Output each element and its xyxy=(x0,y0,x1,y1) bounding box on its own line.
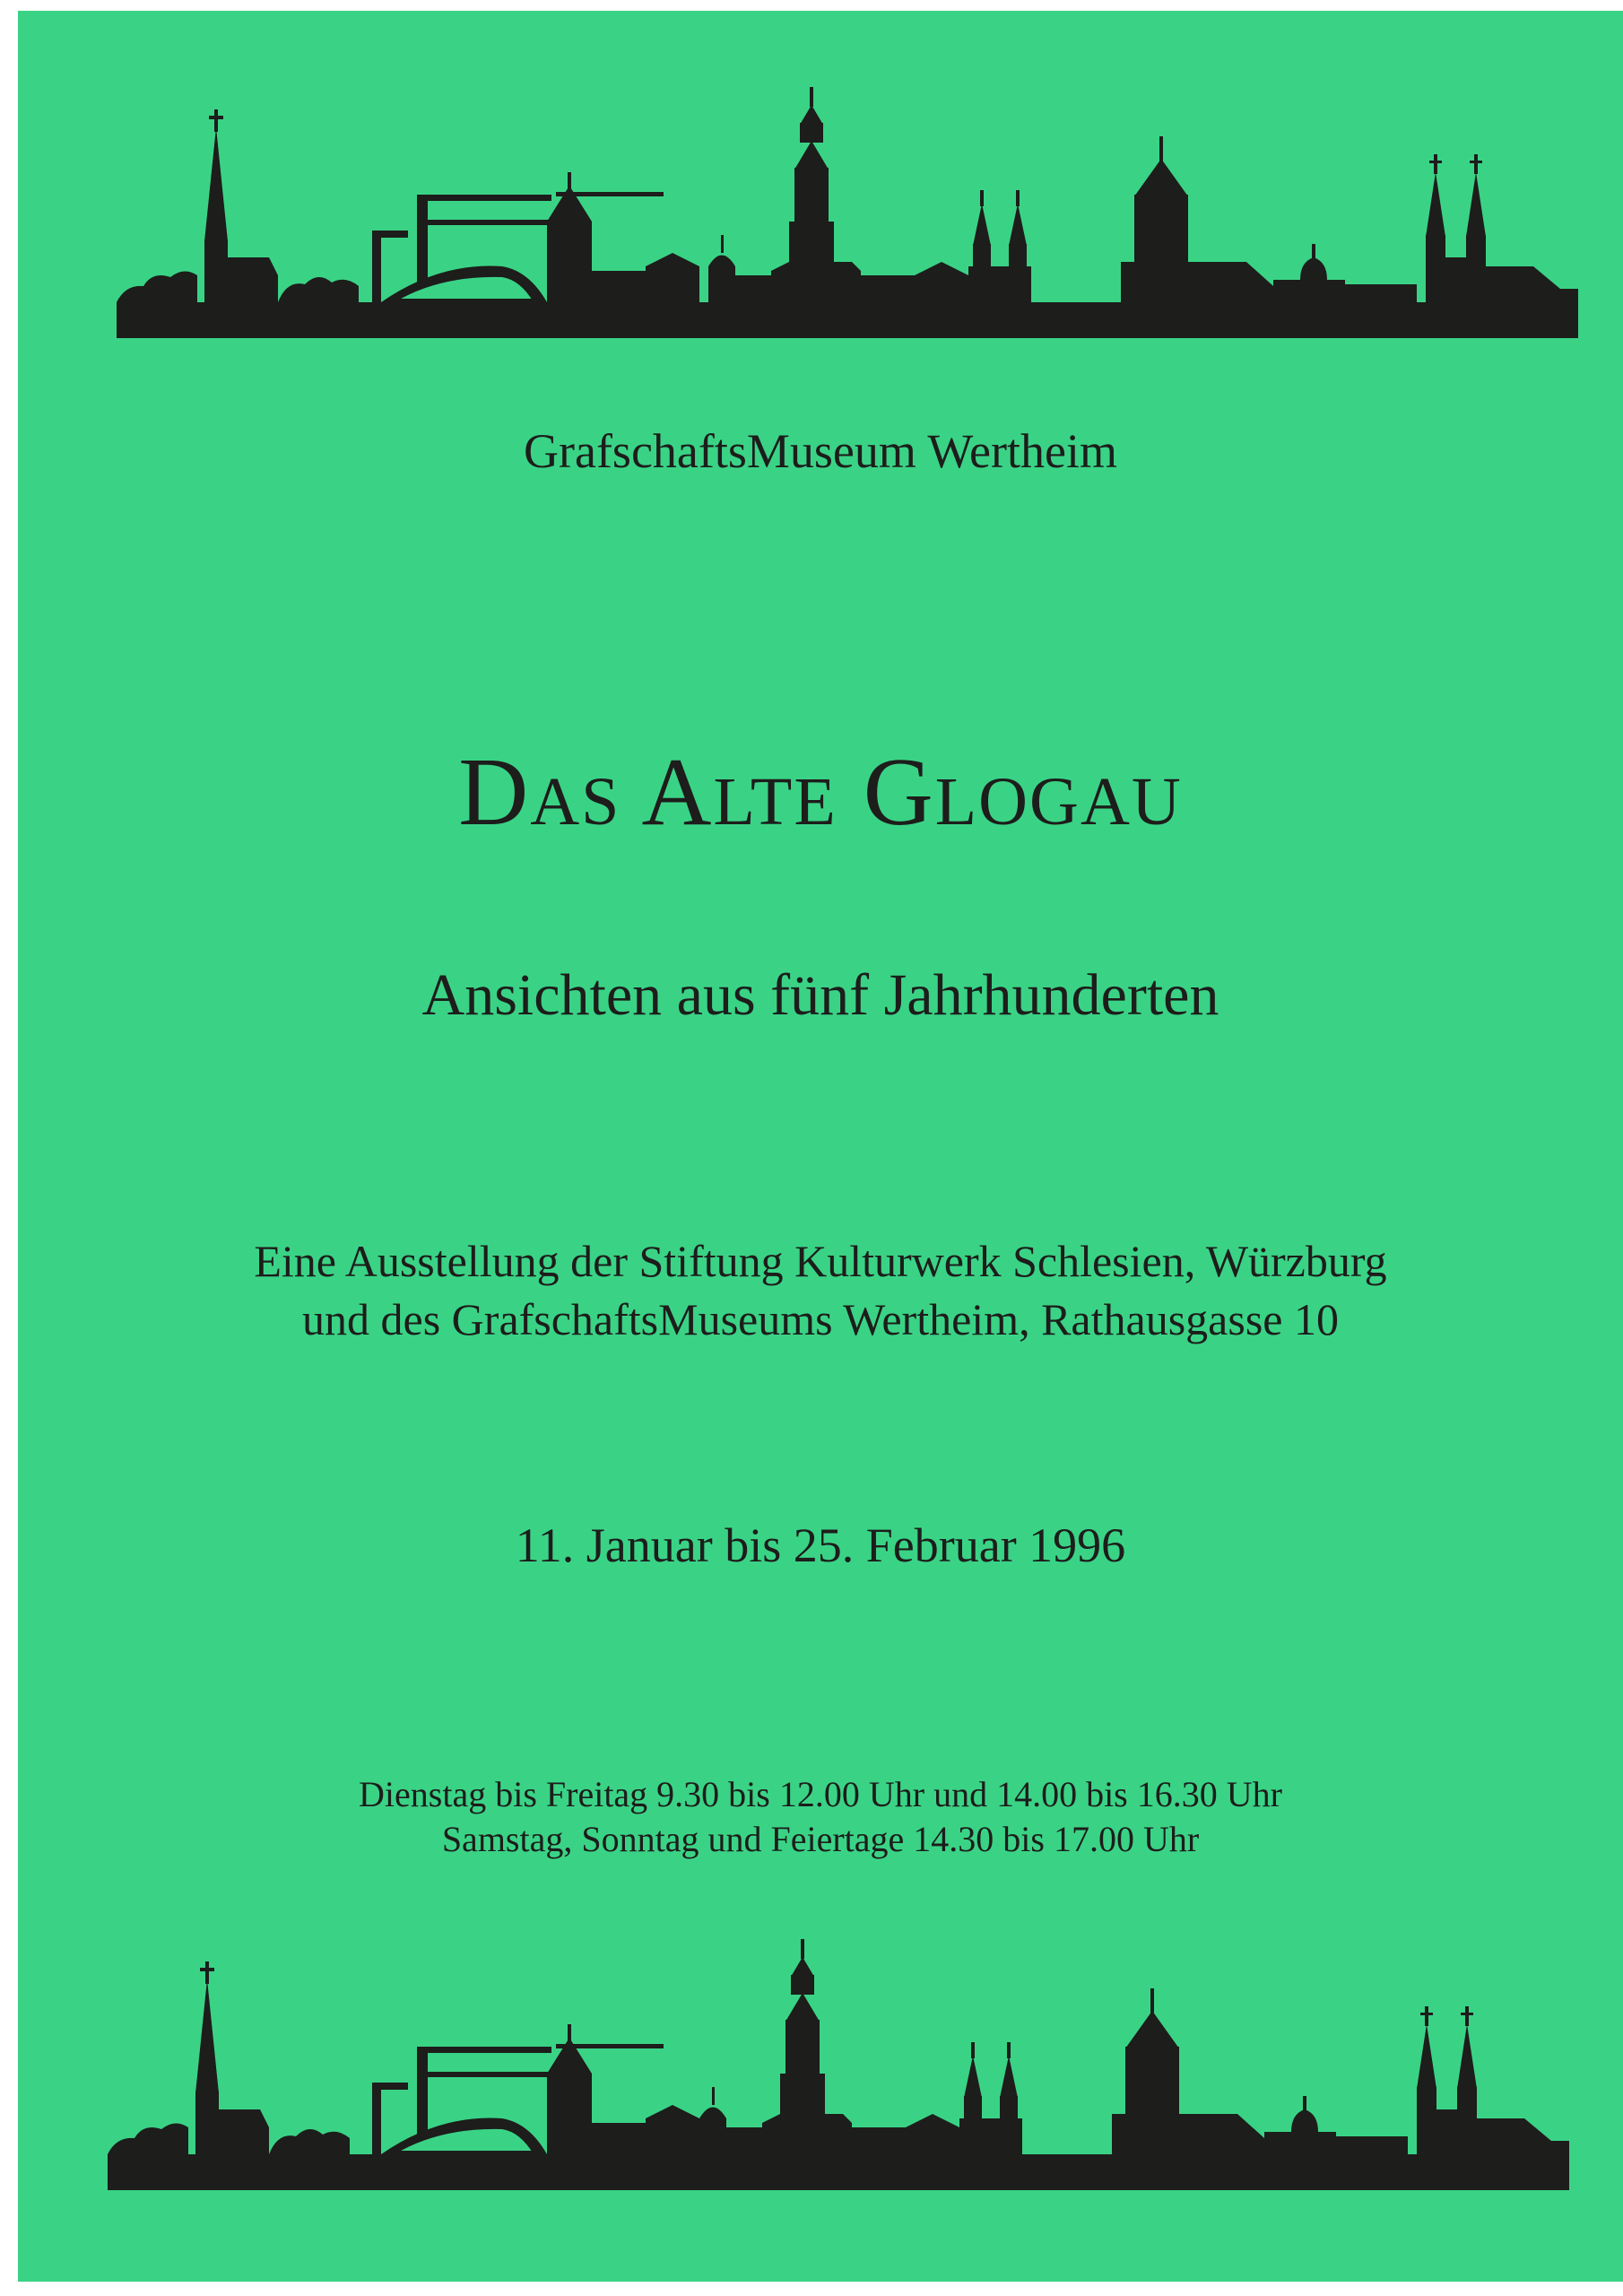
organizer-line-1: Eine Ausstellung der Stiftung Kulturwerk Schlesien, Würzburg xyxy=(254,1236,1387,1286)
opening-hours-weekdays: Dienstag bis Freitag 9.30 bis 12.00 Uhr und 14.00 bis 16.30 Uhr xyxy=(359,1774,1282,1814)
museum-name: GrafschaftsMuseum Wertheim xyxy=(524,424,1117,478)
exhibition-title: Das Alte Glogau xyxy=(458,739,1183,846)
exhibition-poster xyxy=(18,11,1623,2282)
city-skyline-icon xyxy=(18,1939,1623,2190)
city-skyline-icon xyxy=(18,87,1623,338)
opening-hours-weekends: Samstag, Sonntag und Feiertage 14.30 bis 17.00 Uhr xyxy=(441,1819,1200,1859)
organizer-line-2: und des GrafschaftsMuseums Wertheim, Rathausgasse 10 xyxy=(302,1294,1339,1344)
exhibition-subtitle: Ansichten aus fünf Jahrhunderten xyxy=(421,962,1219,1028)
exhibition-dates: 11. Januar bis 25. Februar 1996 xyxy=(515,1518,1126,1572)
